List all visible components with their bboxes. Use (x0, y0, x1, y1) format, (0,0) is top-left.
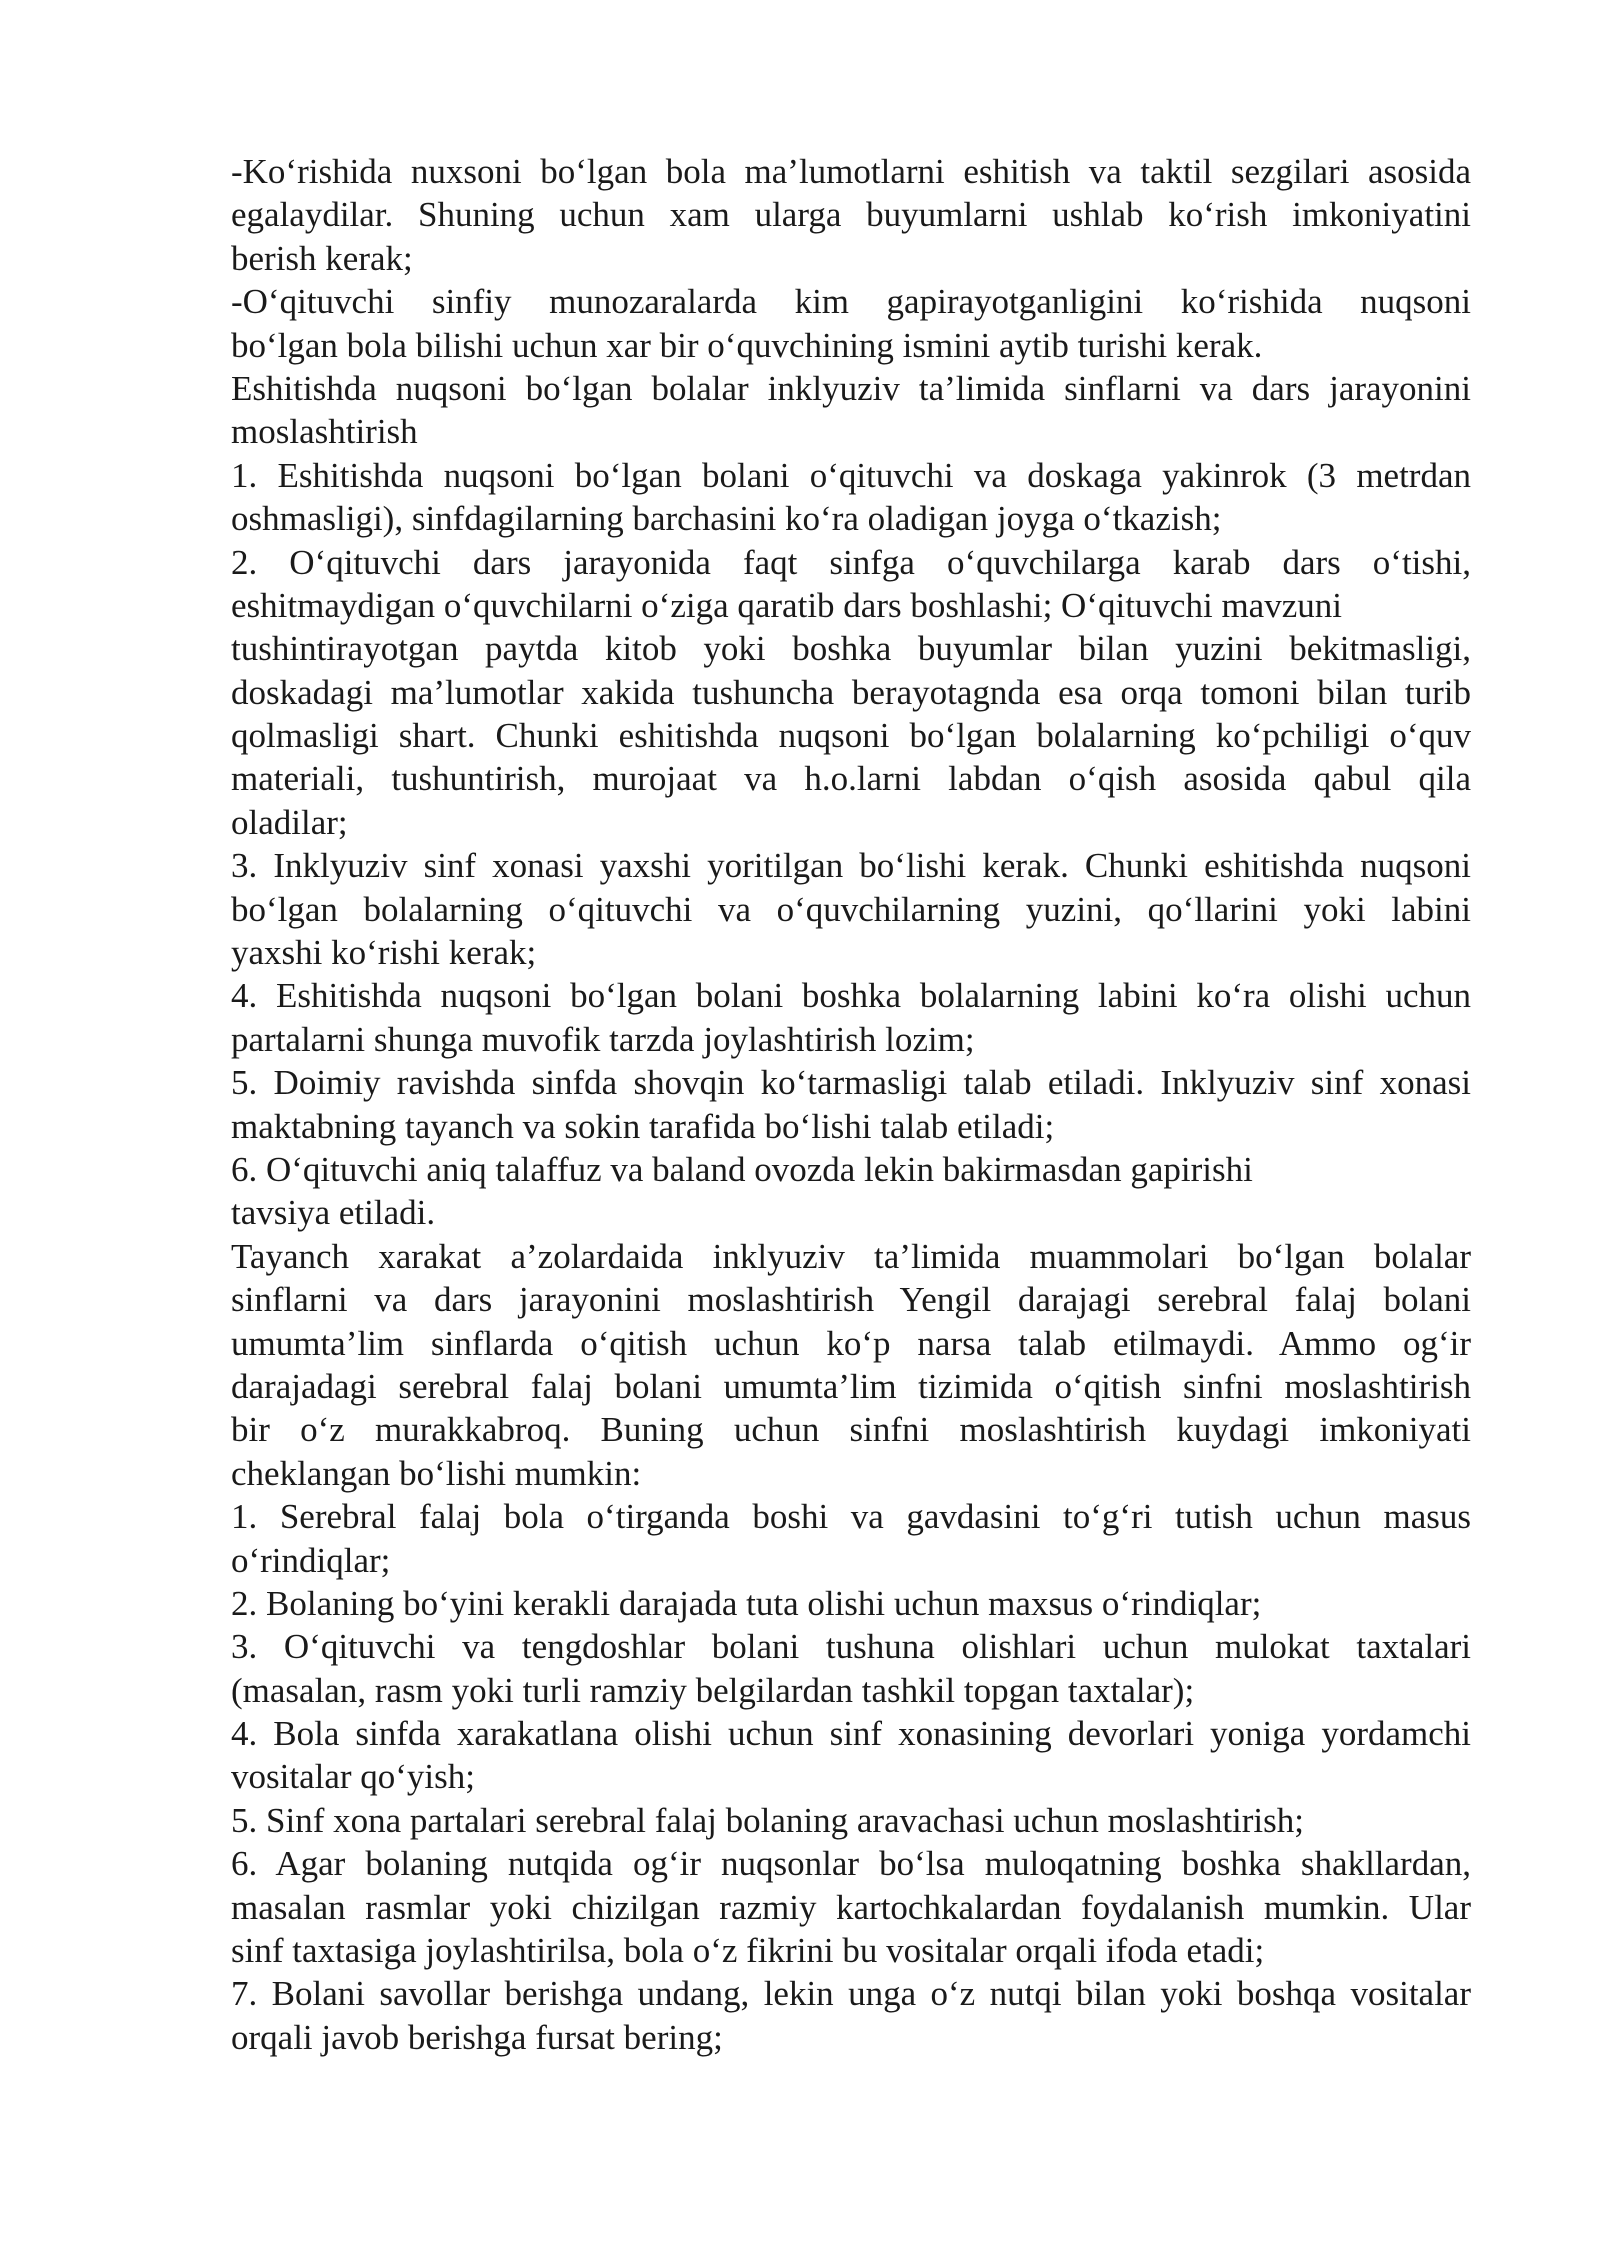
text-line: 6. O‘qituvchi aniq talaffuz va baland ovozda lekin bakirmasdan gapirishi (231, 1149, 1253, 1189)
text-line: -O‘qituvchi sinfiy munozaralarda kim gapirayotganligini ko‘rishida nuqsoni (231, 282, 1471, 322)
paragraph-p4 (231, 454, 1471, 541)
text-line: 4. Bola sinfda xarakatlana olishi uchun sinf xonasining devorlari yoniga yordamchi (231, 1714, 1471, 1754)
text-line: 5. Doimiy ravishda sinfda shovqin ko‘tarmasligi talab etiladi. Inklyuziv sinf xonasi (231, 1063, 1471, 1103)
paragraph-p8 (231, 1061, 1471, 1148)
text-line: -Ko‘rishida nuxsoni bo‘lgan bola ma’lumotlarni eshitish va taktil sezgilari asosida (231, 152, 1471, 191)
paragraph-p10 (231, 1235, 1471, 1495)
paragraph-p6 (231, 844, 1471, 974)
text-line: (masalan, rasm yoki turli ramziy belgilardan tashkil topgan taxtalar); (231, 1670, 1195, 1710)
text-line: yaxshi ko‘rishi kerak; (231, 933, 537, 973)
text-line: oshmasligi), sinfdagilarning barchasini ko‘ra oladigan joyga o‘tkazish; (231, 499, 1222, 539)
text-line: bir o‘z murakkabroq. Buning uchun sinfni moslashtirish kuydagi imkoniyati (231, 1410, 1471, 1450)
paragraph-p5 (231, 541, 1471, 845)
text-line: 2. O‘qituvchi dars jarayonida faqt sinfga o‘quvchilarga karab dars o‘tishi, (231, 542, 1471, 582)
text-line: doskadagi ma’lumotlar xakida tushuncha berayotagnda esa orqa tomoni bilan turib (231, 672, 1471, 712)
text-line: masalan rasmlar yoki chizilgan razmiy kartochkalardan foydalanish mumkin. Ular (231, 1887, 1471, 1927)
text-line: qolmasligi shart. Chunki eshitishda nuqsoni bo‘lgan bolalarning ko‘pchiligi o‘quv (231, 716, 1471, 756)
text-line: 3. Inklyuziv sinf xonasi yaxshi yoritilgan bo‘lishi kerak. Chunki eshitishda nuqsoni (231, 846, 1471, 886)
paragraph-p2 (231, 280, 1471, 367)
document-body (231, 150, 1471, 2059)
text-line: Tayanch xarakat a’zolardaida inklyuziv ta’limida muammolari bo‘lgan bolalar (231, 1236, 1471, 1276)
text-line: materiali, tushuntirish, murojaat va h.o.larni labdan o‘qish asosida qabul qila (231, 759, 1471, 799)
paragraph-p14 (231, 1712, 1471, 1799)
text-line: vositalar qo‘yish; (231, 1757, 475, 1797)
paragraph-p11 (231, 1495, 1471, 1582)
text-line: darajadagi serebral falaj bolani umumta’lim tizimida o‘qitish sinfni moslashtirish (231, 1366, 1471, 1406)
text-line: partalarni shunga muvofik tarzda joylashtirish lozim; (231, 1019, 975, 1059)
text-line: 6. Agar bolaning nutqida og‘ir nuqsonlar bo‘lsa muloqatning boshka shakllardan, (231, 1844, 1471, 1884)
text-line: sinf taxtasiga joylashtirilsa, bola o‘z fikrini bu vositalar orqali ifoda etadi; (231, 1931, 1265, 1971)
text-line: orqali javob berishga fursat bering; (231, 2017, 723, 2057)
text-line: tushintirayotgan paytda kitob yoki boshka buyumlar bilan yuzini bekitmasligi, (231, 629, 1471, 669)
text-line: 1. Serebral falaj bola o‘tirganda boshi va gavdasini to‘g‘ri tutish uchun masus (231, 1497, 1471, 1537)
text-line: 3. O‘qituvchi va tengdoshlar bolani tushuna olishlari uchun mulokat taxtalari (231, 1627, 1471, 1667)
text-line: umumta’lim sinflarda o‘qitish uchun ko‘p narsa talab etilmaydi. Ammo og‘ir (231, 1323, 1471, 1363)
paragraph-p15 (231, 1799, 1471, 1842)
paragraph-p17 (231, 1972, 1471, 2059)
text-line: 4. Eshitishda nuqsoni bo‘lgan bolani boshka bolalarning labini ko‘ra olishi uchun (231, 976, 1471, 1016)
text-line: maktabning tayanch va sokin tarafida bo‘lishi talab etiladi; (231, 1106, 1055, 1146)
text-line: 2. Bolaning bo‘yini kerakli darajada tuta olishi uchun maxsus o‘rindiqlar; (231, 1583, 1262, 1623)
paragraph-p12 (231, 1582, 1471, 1625)
text-line: oladilar; (231, 802, 348, 842)
text-line: eshitmaydigan o‘quvchilarni o‘ziga qaratib dars boshlashi; O‘qituvchi mavzuni (231, 585, 1342, 625)
text-line: moslashtirish (231, 412, 418, 452)
text-line: bo‘lgan bola bilishi uchun xar bir o‘quvchining ismini aytib turishi kerak. (231, 325, 1263, 365)
paragraph-p9 (231, 1148, 1471, 1235)
paragraph-p7 (231, 974, 1471, 1061)
text-line: o‘rindiqlar; (231, 1540, 391, 1580)
paragraph-p13 (231, 1625, 1471, 1712)
text-line: Eshitishda nuqsoni bo‘lgan bolalar inklyuziv ta’limida sinflarni va dars jarayonini (231, 368, 1471, 408)
text-line: 5. Sinf xona partalari serebral falaj bolaning aravachasi uchun moslashtirish; (231, 1800, 1304, 1840)
paragraph-p3 (231, 367, 1471, 454)
text-line: sinflarni va dars jarayonini moslashtirish Yengil darajagi serebral falaj bolani (231, 1280, 1471, 1320)
text-line: egalaydilar. Shuning uchun xam ularga buyumlarni ushlab ko‘rish imkoniyatini (231, 195, 1471, 235)
text-line: berish kerak; (231, 238, 413, 278)
text-line: bo‘lgan bolalarning o‘qituvchi va o‘quvchilarning yuzini, qo‘llarini yoki labini (231, 889, 1471, 929)
text-line: tavsiya etiladi. (231, 1193, 436, 1233)
paragraph-p1 (231, 150, 1471, 280)
text-line: cheklangan bo‘lishi mumkin: (231, 1453, 642, 1493)
text-line: 1. Eshitishda nuqsoni bo‘lgan bolani o‘qituvchi va doskaga yakinrok (3 metrdan (231, 455, 1471, 495)
paragraph-p16 (231, 1842, 1471, 1972)
text-line: 7. Bolani savollar berishga undang, lekin unga o‘z nutqi bilan yoki boshqa vositalar (231, 1974, 1471, 2014)
